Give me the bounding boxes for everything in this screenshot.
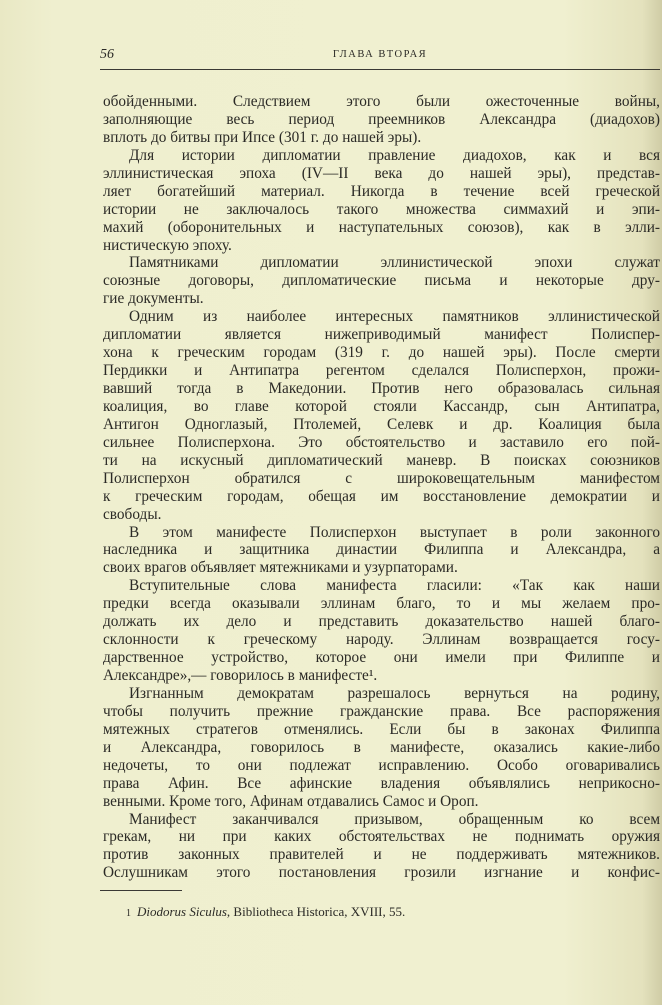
footnote-author: Diodorus Siculus [137,904,227,919]
text-line: В этом манифесте Полисперхон выступает в роли законного [129,523,660,541]
text-line: наследника и защитника династии Филиппа и Александра, а [103,541,660,559]
text-line: хона к греческим городам (319 г. до нашей эры). После смерти [103,344,660,362]
text-line: против законных правителей и не поддерживать мятежников. [103,846,660,864]
text-line: истории не заключалось такого множества симмахий и эпи- [103,200,660,218]
paragraph [103,577,660,685]
text-line: Одним из наиболее интересных памятников эллинистической [129,308,660,326]
paragraph [103,685,660,811]
text-line: нистическую эпоху. [103,236,232,254]
text-line: Полисперхон обратился с широковещательным манифестом [103,469,660,487]
text-line: грекам, ни при каких обстоятельствах не поднимать оружия [103,828,660,846]
text-line: и Александра, говорилось в манифесте, оказались какие-либо [103,738,660,756]
paragraph [103,254,660,308]
text-line: сильнее Полисперхона. Это обстоятельство и заставило его пой- [103,433,660,451]
text-line: дипломатии является нижеприводимый манифест Полиспер- [103,326,660,344]
body-text [103,93,660,882]
text-line: ти на искусный дипломатический маневр. В поисках союзников [103,451,660,469]
footnote [126,904,405,920]
text-line: недочеты, то они подлежат исправлению. Особо оговаривались [103,756,660,774]
footnote-marker: 1 [126,908,131,919]
text-line: Ослушникам этого постановления грозили изгнание и конфис- [103,864,660,882]
text-line: должать их дело и представить доказательство нашей благо- [103,613,660,631]
text-line: союзные договоры, дипломатические письма и некоторые дру- [103,272,660,290]
text-line: вавший тогда в Македонии. Против него образовалась сильная [103,380,660,397]
paragraph [103,93,660,147]
text-line: Манифест заканчивался призывом, обращенным ко всем [129,810,660,828]
header-rule [100,69,660,70]
text-line: гие документы. [103,290,204,308]
text-line: ляет богатейший материал. Никогда в течение всей греческой [103,182,660,200]
text-line: права Афин. Все афинские владения объявлялись неприкосно- [103,774,660,792]
footnote-rule [100,890,182,891]
paragraph [103,147,660,255]
text-line: обойденными. Следствием этого были ожесточенные войны, [103,93,660,110]
paragraph [103,524,660,578]
paragraph [103,308,660,523]
text-line: чтобы получить прежние гражданские права. Все распоряжения [103,702,660,720]
text-line: Памятниками дипломатии эллинистической эпохи служат [129,254,660,272]
text-line: Антигон Одноглазый, Птолемей, Селевк и др. Коалиция была [103,415,660,433]
text-line: Изгнанным демократам разрешалось вернуться на родину, [129,684,660,702]
text-line: Пердикки и Антипатра регентом сделался Полисперхон, прожи- [103,362,660,380]
text-line: махий (оборонительных и наступательных союзов), как в элли- [103,218,660,236]
text-line: вплоть до битвы при Ипсе (301 г. до нашей эры). [103,128,422,146]
text-line: свободы. [103,505,162,523]
text-line: коалиция, во главе которой стояли Кассандр, сын Антипатра, [103,397,660,415]
paragraph [103,811,660,883]
text-line: Вступительные слова манифеста гласили: «Так как наши [129,577,660,595]
footnote-citation: , Bibliotheca Historica, XVIII, 55. [226,904,406,919]
page-number: 56 [100,47,114,62]
text-line: предки всегда оказывали эллинам благо, то и мы желаем про- [103,595,660,613]
text-line: дарственное устройство, которое они имели при Филиппе и [103,649,660,667]
text-line: к греческим городам, обещая им восстановление демократии и [103,487,660,505]
text-line: Для истории дипломатии правление диадохов, как и вся [129,146,660,164]
text-line: своих врагов объявляет мятежниками и узурпаторами. [103,559,458,577]
text-line: венными. Кроме того, Афинам отдавались Самос и Ороп. [103,792,479,810]
running-title: ГЛАВА ВТОРАЯ [332,49,428,60]
text-line: эллинистическая эпоха (IV—II века до нашей эры), представ- [103,164,660,182]
text-line: заполняющие весь период преемников Александра (диадохов) [103,110,660,128]
text-line: Александре»,— говорилось в манифесте¹. [103,667,378,684]
text-line: мятежных стратегов отменялись. Если бы в законах Филиппа [103,720,660,738]
text-line: склонности к греческому народу. Эллинам возвращается госу- [103,631,660,649]
